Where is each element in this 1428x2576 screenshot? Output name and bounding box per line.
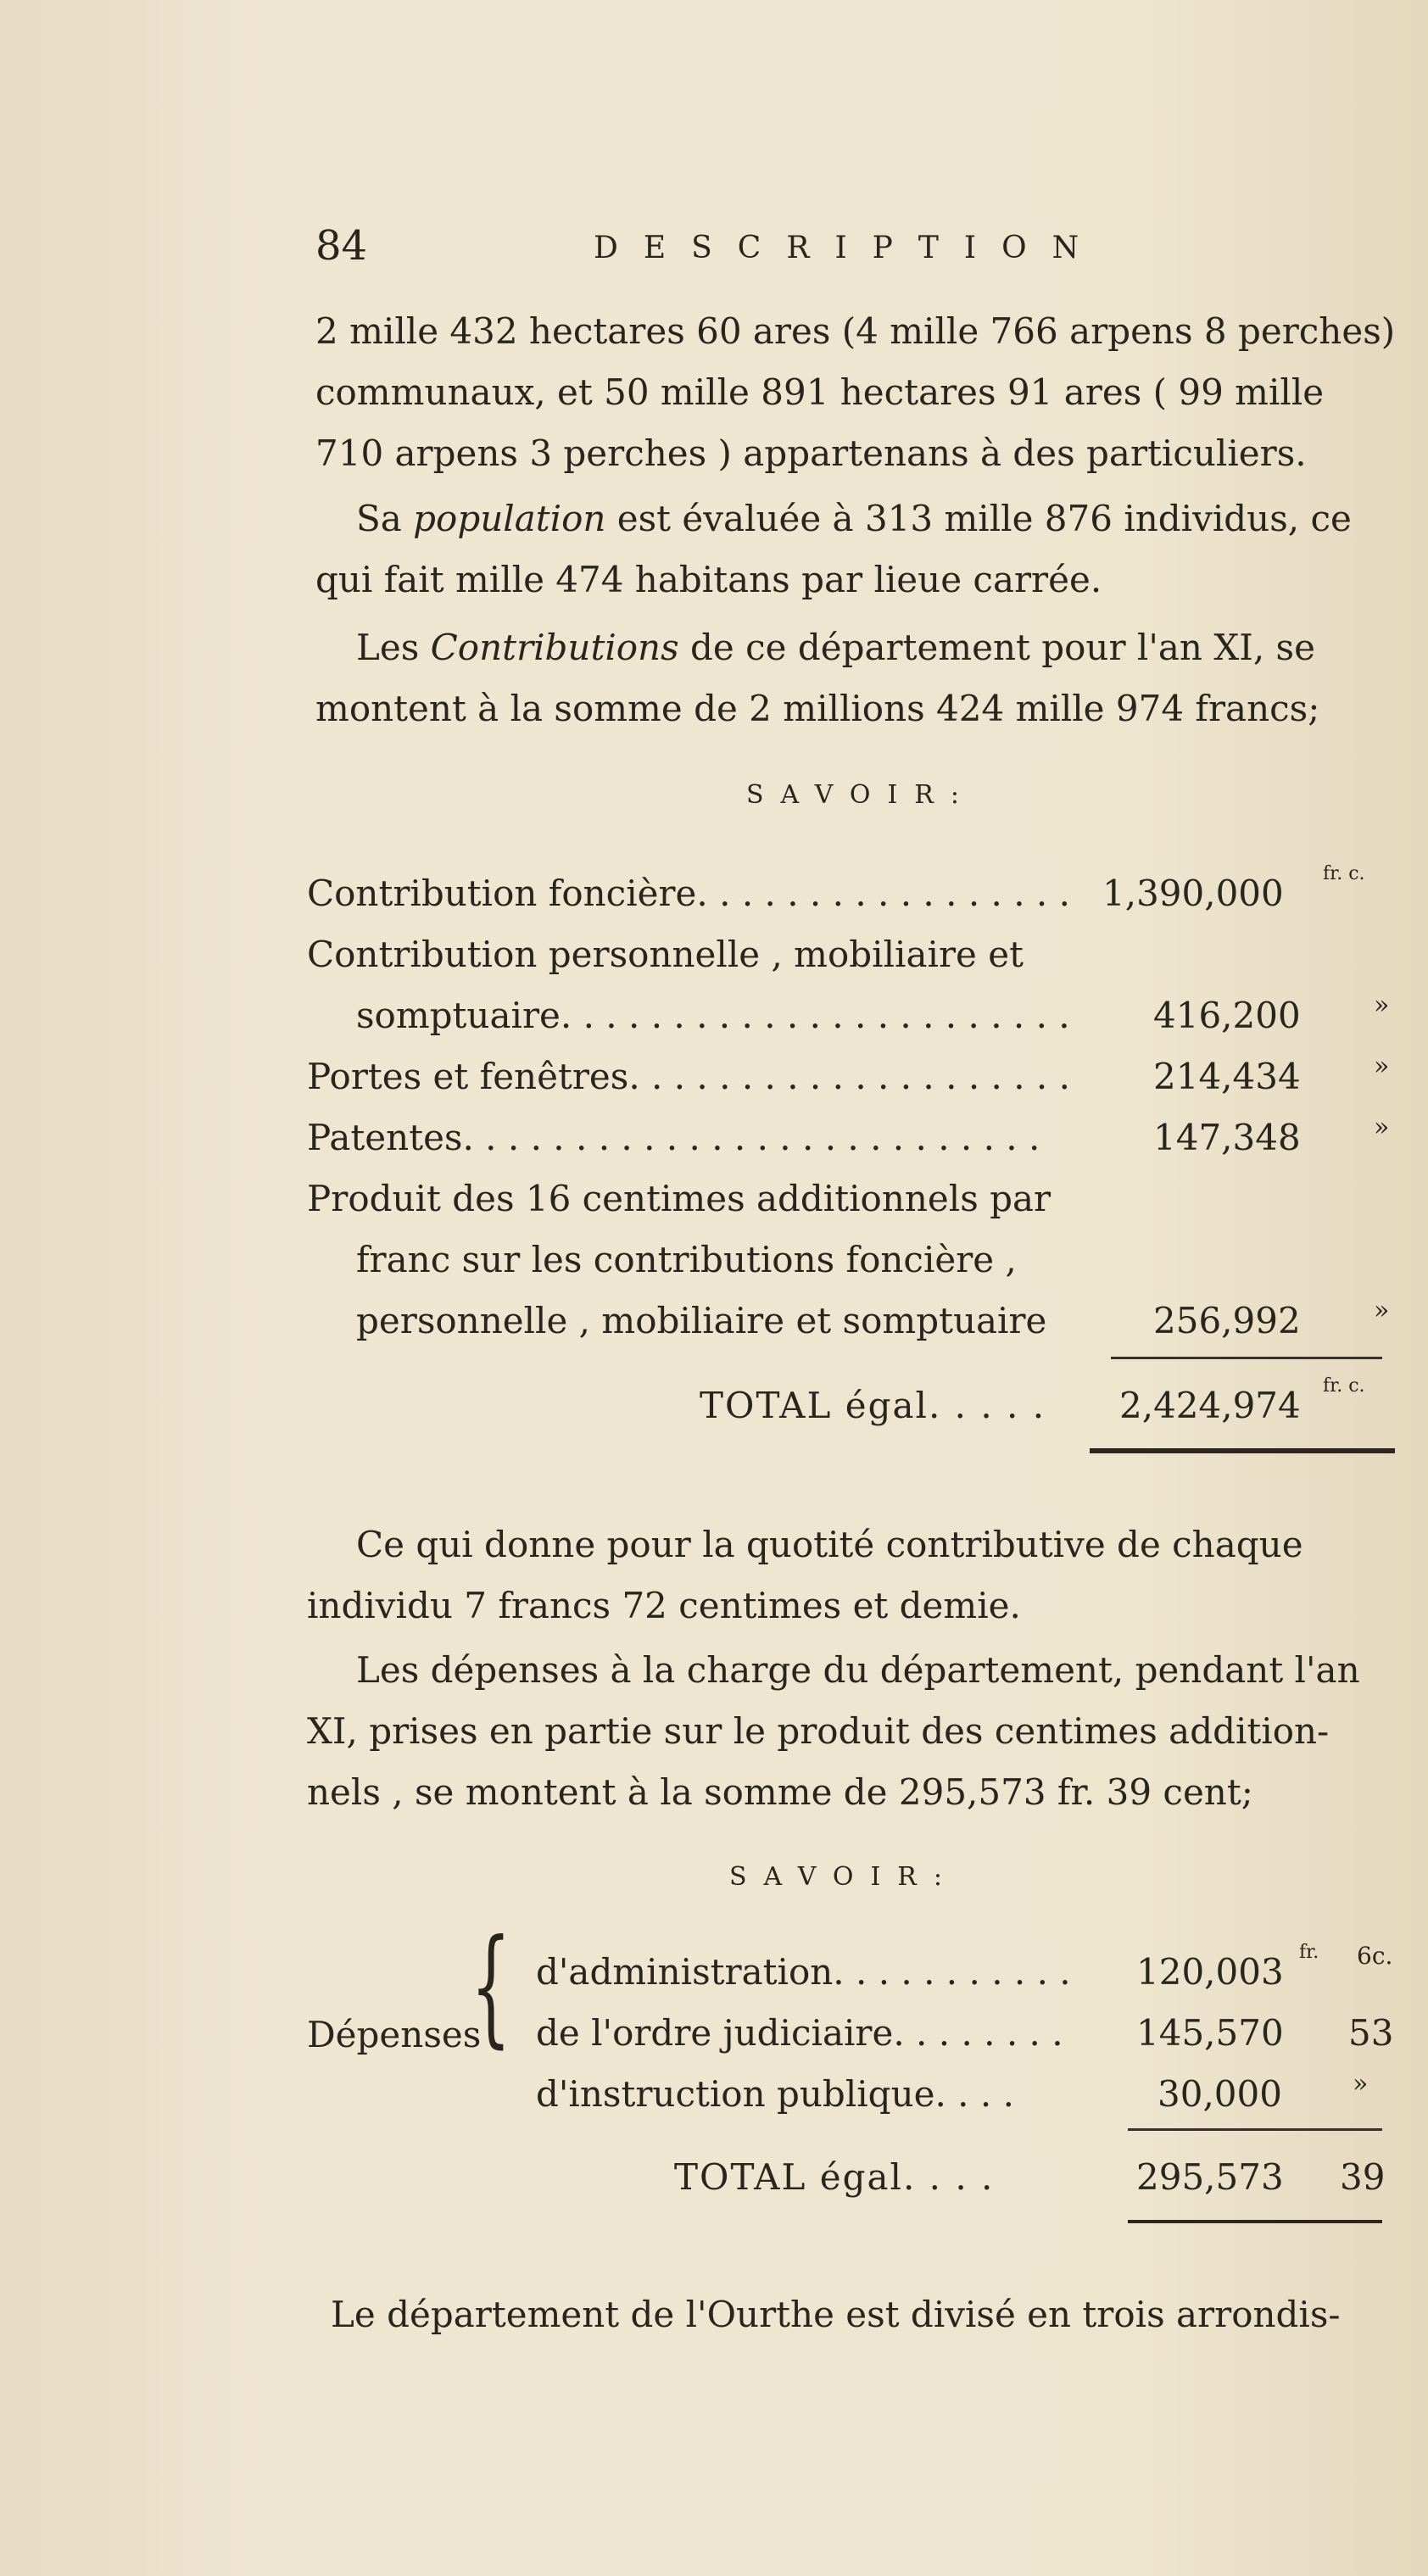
table-row-label: d'instruction publique. . . . bbox=[536, 2073, 1014, 2115]
total-rule bbox=[1090, 1448, 1395, 1453]
table-row-amount: 1,390,000 bbox=[1102, 873, 1284, 914]
table-row-label: franc sur les contributions foncière , bbox=[356, 1239, 1017, 1280]
table-row-label: somptuaire. . . . . . . . . . . . . . . . . . . . . . . bbox=[356, 995, 1070, 1036]
total-cents: 39 bbox=[1340, 2156, 1386, 2198]
table-row-unit: » bbox=[1374, 990, 1390, 1020]
savoir-heading: SAVOIR: bbox=[746, 780, 977, 810]
text-span: est évaluée à 313 mille 876 individus, ce bbox=[605, 498, 1352, 539]
text-span: Sa bbox=[356, 498, 414, 539]
text-line: qui fait mille 474 habitans par lieue carrée. bbox=[315, 559, 1102, 600]
table-row-label: Portes et fenêtres. . . . . . . . . . . . . . . . . . . . bbox=[307, 1056, 1070, 1097]
table-row-amount: 416,200 bbox=[1153, 995, 1301, 1036]
page-number: 84 bbox=[315, 222, 368, 270]
table-row-amount: 145,570 bbox=[1136, 2012, 1284, 2054]
total-amount: 295,573 bbox=[1136, 2156, 1284, 2198]
population-line bbox=[356, 488, 1352, 549]
table-row-unit: fr. bbox=[1299, 1942, 1319, 1963]
table-row-label: de l'ordre judiciaire. . . . . . . . bbox=[536, 2012, 1063, 2054]
table-row-amount: 30,000 bbox=[1157, 2073, 1282, 2115]
table-row-cents: 6c. bbox=[1357, 1942, 1393, 1970]
table-row-label: personnelle , mobiliaire et somptuaire bbox=[356, 1300, 1047, 1341]
table-row-amount: 147,348 bbox=[1153, 1117, 1301, 1158]
savoir-heading: SAVOIR: bbox=[729, 1862, 960, 1892]
table-row-unit: » bbox=[1374, 1051, 1390, 1081]
total-label: TOTAL égal. . . . bbox=[674, 2156, 995, 2198]
text-span: de ce département pour l'an XI, se bbox=[678, 627, 1315, 668]
table-row-label: Contribution personnelle , mobiliaire et bbox=[307, 934, 1024, 975]
emphasis-contributions: Contributions bbox=[430, 627, 679, 668]
text-line: Ce qui donne pour la quotité contributive de chaque bbox=[356, 1524, 1303, 1565]
total-unit: fr. c. bbox=[1323, 1375, 1365, 1397]
group-label: Dépenses bbox=[307, 2014, 482, 2055]
sum-rule bbox=[1128, 2128, 1382, 2131]
table-row-amount: 256,992 bbox=[1153, 1300, 1301, 1341]
table-row-amount: 214,434 bbox=[1153, 1056, 1301, 1097]
table-row-label: Contribution foncière. . . . . . . . . . . . . . . . . bbox=[307, 873, 1070, 914]
table-row-unit: » bbox=[1374, 1296, 1390, 1325]
table-row-unit: fr. c. bbox=[1323, 863, 1365, 884]
table-row-cents: » bbox=[1353, 2069, 1369, 2099]
text-line: 2 mille 432 hectares 60 ares (4 mille 766 arpens 8 perches) bbox=[315, 310, 1396, 352]
left-brace: { bbox=[471, 1913, 511, 2060]
text-span: Les bbox=[356, 627, 431, 668]
text-line: Les dépenses à la charge du département, pendant l'an bbox=[356, 1649, 1360, 1691]
text-line: montent à la somme de 2 millions 424 mille 974 francs; bbox=[315, 688, 1320, 729]
text-line: nels , se montent à la somme de 295,573 fr. 39 cent; bbox=[307, 1771, 1253, 1813]
table-row-label: Patentes. . . . . . . . . . . . . . . . . . . . . . . . . . bbox=[307, 1117, 1040, 1158]
total-label: TOTAL égal. . . . . bbox=[700, 1385, 1046, 1426]
emphasis-population: population bbox=[413, 498, 606, 539]
text-line: individu 7 francs 72 centimes et demie. bbox=[307, 1585, 1021, 1626]
text-line: 710 arpens 3 perches ) appartenans à des particuliers. bbox=[315, 432, 1307, 474]
text-line: Le département de l'Ourthe est divisé en trois arrondis- bbox=[331, 2294, 1341, 2335]
sum-rule bbox=[1111, 1357, 1382, 1359]
running-title: DESCRIPTION bbox=[594, 231, 1105, 265]
table-row-cents: 53 bbox=[1348, 2012, 1394, 2054]
table-row-amount: 120,003 bbox=[1136, 1951, 1284, 1993]
text-line: XI, prises en partie sur le produit des centimes addition- bbox=[307, 1710, 1330, 1752]
total-amount: 2,424,974 bbox=[1119, 1385, 1301, 1426]
text-line: communaux, et 50 mille 891 hectares 91 ares ( 99 mille bbox=[315, 371, 1325, 413]
total-rule bbox=[1128, 2220, 1382, 2223]
table-row-label: Produit des 16 centimes additionnels par bbox=[307, 1178, 1051, 1219]
contributions-line bbox=[356, 617, 1315, 678]
table-row-unit: » bbox=[1374, 1112, 1390, 1142]
table-row-label: d'administration. . . . . . . . . . . bbox=[536, 1951, 1071, 1993]
